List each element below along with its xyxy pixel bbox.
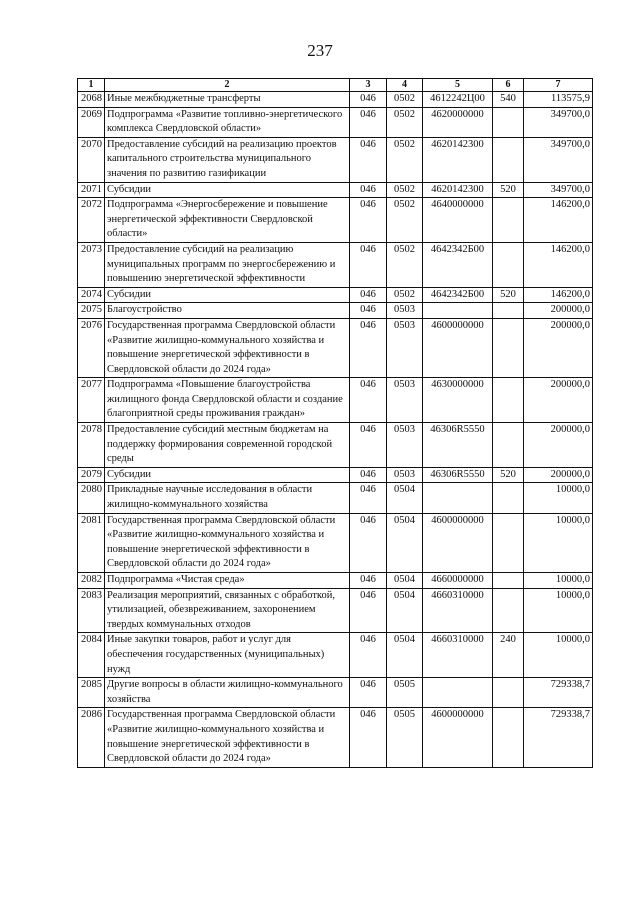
row-code-target: 4600000000 xyxy=(423,513,493,572)
table-row xyxy=(78,198,593,243)
row-code-ministry: 046 xyxy=(350,107,387,137)
row-amount: 10000,0 xyxy=(524,588,593,633)
row-name: Прикладные научные исследования в области жилищно-коммунального хозяйства xyxy=(105,483,350,513)
row-code-expense-type xyxy=(493,423,524,468)
row-code-ministry: 046 xyxy=(350,633,387,678)
row-number: 2077 xyxy=(78,378,105,423)
row-code-section: 0505 xyxy=(387,678,423,708)
table-row xyxy=(78,513,593,572)
column-header: 5 xyxy=(423,79,493,92)
row-code-target: 4642342Б00 xyxy=(423,287,493,303)
row-amount: 10000,0 xyxy=(524,513,593,572)
row-code-section: 0504 xyxy=(387,513,423,572)
row-code-ministry: 046 xyxy=(350,467,387,483)
row-code-section: 0503 xyxy=(387,318,423,377)
row-code-ministry: 046 xyxy=(350,318,387,377)
row-code-section: 0504 xyxy=(387,483,423,513)
table-row xyxy=(78,137,593,182)
row-name: Государственная программа Свердловской области «Развитие жилищно-коммунального хозяйства и повышение энергетической эффективности в Свердловской области до 2024 года» xyxy=(105,513,350,572)
header-row xyxy=(78,79,593,92)
row-code-section: 0503 xyxy=(387,378,423,423)
row-name: Государственная программа Свердловской области «Развитие жилищно-коммунального хозяйства и повышение энергетической эффективности в Свердловской области до 2024 года» xyxy=(105,318,350,377)
row-number: 2076 xyxy=(78,318,105,377)
row-name: Предоставление субсидий на реализацию проектов капитального строительства муниципального значения по развитию газификации xyxy=(105,137,350,182)
row-code-ministry: 046 xyxy=(350,182,387,198)
row-amount: 729338,7 xyxy=(524,708,593,767)
row-code-ministry: 046 xyxy=(350,423,387,468)
row-code-expense-type: 520 xyxy=(493,467,524,483)
row-amount: 349700,0 xyxy=(524,182,593,198)
row-code-target xyxy=(423,678,493,708)
row-code-expense-type xyxy=(493,318,524,377)
row-amount: 200000,0 xyxy=(524,318,593,377)
row-code-expense-type: 540 xyxy=(493,92,524,108)
table-row xyxy=(78,573,593,589)
row-code-ministry: 046 xyxy=(350,588,387,633)
row-amount: 146200,0 xyxy=(524,198,593,243)
column-header: 6 xyxy=(493,79,524,92)
row-code-target xyxy=(423,303,493,319)
row-code-section: 0502 xyxy=(387,198,423,243)
row-code-ministry: 046 xyxy=(350,708,387,767)
row-code-target: 4660000000 xyxy=(423,573,493,589)
row-code-target: 4620142300 xyxy=(423,182,493,198)
row-amount: 10000,0 xyxy=(524,573,593,589)
table-row xyxy=(78,107,593,137)
row-amount: 10000,0 xyxy=(524,633,593,678)
table-row xyxy=(78,318,593,377)
table-row xyxy=(78,303,593,319)
row-number: 2080 xyxy=(78,483,105,513)
row-name: Подпрограмма «Развитие топливно-энергетического комплекса Свердловской области» xyxy=(105,107,350,137)
row-code-expense-type xyxy=(493,573,524,589)
row-code-target: 4612242Ц00 xyxy=(423,92,493,108)
table-row xyxy=(78,483,593,513)
row-number: 2079 xyxy=(78,467,105,483)
row-code-expense-type xyxy=(493,137,524,182)
row-number: 2072 xyxy=(78,198,105,243)
row-code-target: 4660310000 xyxy=(423,633,493,678)
row-number: 2071 xyxy=(78,182,105,198)
row-code-expense-type xyxy=(493,198,524,243)
row-number: 2086 xyxy=(78,708,105,767)
row-code-expense-type xyxy=(493,242,524,287)
row-name: Иные закупки товаров, работ и услуг для обеспечения государственных (муниципальных) нужд xyxy=(105,633,350,678)
table-row xyxy=(78,242,593,287)
row-name: Другие вопросы в области жилищно-коммунального хозяйства xyxy=(105,678,350,708)
row-code-ministry: 046 xyxy=(350,137,387,182)
row-code-target: 4620142300 xyxy=(423,137,493,182)
row-amount: 146200,0 xyxy=(524,242,593,287)
page-number: 237 xyxy=(307,41,333,60)
row-number: 2078 xyxy=(78,423,105,468)
row-code-expense-type xyxy=(493,678,524,708)
row-name: Подпрограмма «Энергосбережение и повышение энергетической эффективности Свердловской области» xyxy=(105,198,350,243)
row-amount: 200000,0 xyxy=(524,423,593,468)
row-code-target: 4630000000 xyxy=(423,378,493,423)
row-name: Предоставление субсидий на реализацию муниципальных программ по энергосбережению и повышению энергетической эффективности xyxy=(105,242,350,287)
table-row xyxy=(78,423,593,468)
row-code-ministry: 046 xyxy=(350,92,387,108)
row-code-expense-type xyxy=(493,708,524,767)
table-row xyxy=(78,588,593,633)
column-header: 4 xyxy=(387,79,423,92)
row-code-expense-type xyxy=(493,378,524,423)
table-row xyxy=(78,92,593,108)
table-row xyxy=(78,378,593,423)
table-row xyxy=(78,467,593,483)
table-row xyxy=(78,633,593,678)
row-name: Субсидии xyxy=(105,467,350,483)
row-name: Подпрограмма «Повышение благоустройства жилищного фонда Свердловской области и создание благоприятной среды проживания граждан» xyxy=(105,378,350,423)
row-amount: 200000,0 xyxy=(524,467,593,483)
row-number: 2082 xyxy=(78,573,105,589)
row-number: 2081 xyxy=(78,513,105,572)
row-code-section: 0503 xyxy=(387,423,423,468)
row-amount: 349700,0 xyxy=(524,107,593,137)
row-code-expense-type xyxy=(493,303,524,319)
row-code-expense-type xyxy=(493,588,524,633)
row-code-section: 0502 xyxy=(387,107,423,137)
row-code-ministry: 046 xyxy=(350,573,387,589)
column-header: 7 xyxy=(524,79,593,92)
row-number: 2074 xyxy=(78,287,105,303)
row-number: 2085 xyxy=(78,678,105,708)
row-code-ministry: 046 xyxy=(350,303,387,319)
row-code-expense-type xyxy=(493,483,524,513)
row-code-section: 0504 xyxy=(387,573,423,589)
row-name: Иные межбюджетные трансферты xyxy=(105,92,350,108)
row-code-expense-type xyxy=(493,107,524,137)
table-row xyxy=(78,182,593,198)
row-amount: 10000,0 xyxy=(524,483,593,513)
row-code-expense-type xyxy=(493,513,524,572)
row-code-expense-type: 240 xyxy=(493,633,524,678)
table-row xyxy=(78,678,593,708)
row-code-ministry: 046 xyxy=(350,242,387,287)
row-code-target xyxy=(423,483,493,513)
budget-table xyxy=(77,78,593,768)
row-code-ministry: 046 xyxy=(350,198,387,243)
row-amount: 349700,0 xyxy=(524,137,593,182)
row-number: 2073 xyxy=(78,242,105,287)
row-code-ministry: 046 xyxy=(350,483,387,513)
column-header: 2 xyxy=(105,79,350,92)
row-code-target: 4620000000 xyxy=(423,107,493,137)
row-code-ministry: 046 xyxy=(350,678,387,708)
row-code-section: 0503 xyxy=(387,467,423,483)
row-code-section: 0502 xyxy=(387,242,423,287)
row-number: 2069 xyxy=(78,107,105,137)
row-code-ministry: 046 xyxy=(350,378,387,423)
row-name: Государственная программа Свердловской области «Развитие жилищно-коммунального хозяйства и повышение энергетической эффективности в Свердловской области до 2024 года» xyxy=(105,708,350,767)
row-name: Предоставление субсидий местным бюджетам на поддержку формирования современной городской среды xyxy=(105,423,350,468)
row-name: Реализация мероприятий, связанных с обработкой, утилизацией, обезвреживанием, захоронением твердых коммунальных отходов xyxy=(105,588,350,633)
row-amount: 146200,0 xyxy=(524,287,593,303)
row-code-expense-type: 520 xyxy=(493,287,524,303)
row-number: 2083 xyxy=(78,588,105,633)
row-code-section: 0504 xyxy=(387,588,423,633)
row-code-target: 4640000000 xyxy=(423,198,493,243)
row-code-ministry: 046 xyxy=(350,513,387,572)
row-code-section: 0505 xyxy=(387,708,423,767)
row-code-section: 0502 xyxy=(387,137,423,182)
row-amount: 200000,0 xyxy=(524,378,593,423)
row-code-section: 0502 xyxy=(387,287,423,303)
row-code-target: 4642342Б00 xyxy=(423,242,493,287)
column-header: 1 xyxy=(78,79,105,92)
row-name: Субсидии xyxy=(105,287,350,303)
row-number: 2075 xyxy=(78,303,105,319)
row-number: 2068 xyxy=(78,92,105,108)
row-amount: 113575,9 xyxy=(524,92,593,108)
row-code-section: 0503 xyxy=(387,303,423,319)
row-code-ministry: 046 xyxy=(350,287,387,303)
row-code-expense-type: 520 xyxy=(493,182,524,198)
column-header: 3 xyxy=(350,79,387,92)
row-number: 2084 xyxy=(78,633,105,678)
row-code-target: 4600000000 xyxy=(423,318,493,377)
row-amount: 729338,7 xyxy=(524,678,593,708)
row-name: Подпрограмма «Чистая среда» xyxy=(105,573,350,589)
row-code-target: 46306R5550 xyxy=(423,467,493,483)
row-name: Субсидии xyxy=(105,182,350,198)
row-code-target: 4600000000 xyxy=(423,708,493,767)
table-row xyxy=(78,287,593,303)
row-name: Благоустройство xyxy=(105,303,350,319)
row-code-section: 0502 xyxy=(387,92,423,108)
row-code-section: 0504 xyxy=(387,633,423,678)
row-code-target: 4660310000 xyxy=(423,588,493,633)
table-row xyxy=(78,708,593,767)
row-number: 2070 xyxy=(78,137,105,182)
row-amount: 200000,0 xyxy=(524,303,593,319)
row-code-target: 46306R5550 xyxy=(423,423,493,468)
row-code-section: 0502 xyxy=(387,182,423,198)
